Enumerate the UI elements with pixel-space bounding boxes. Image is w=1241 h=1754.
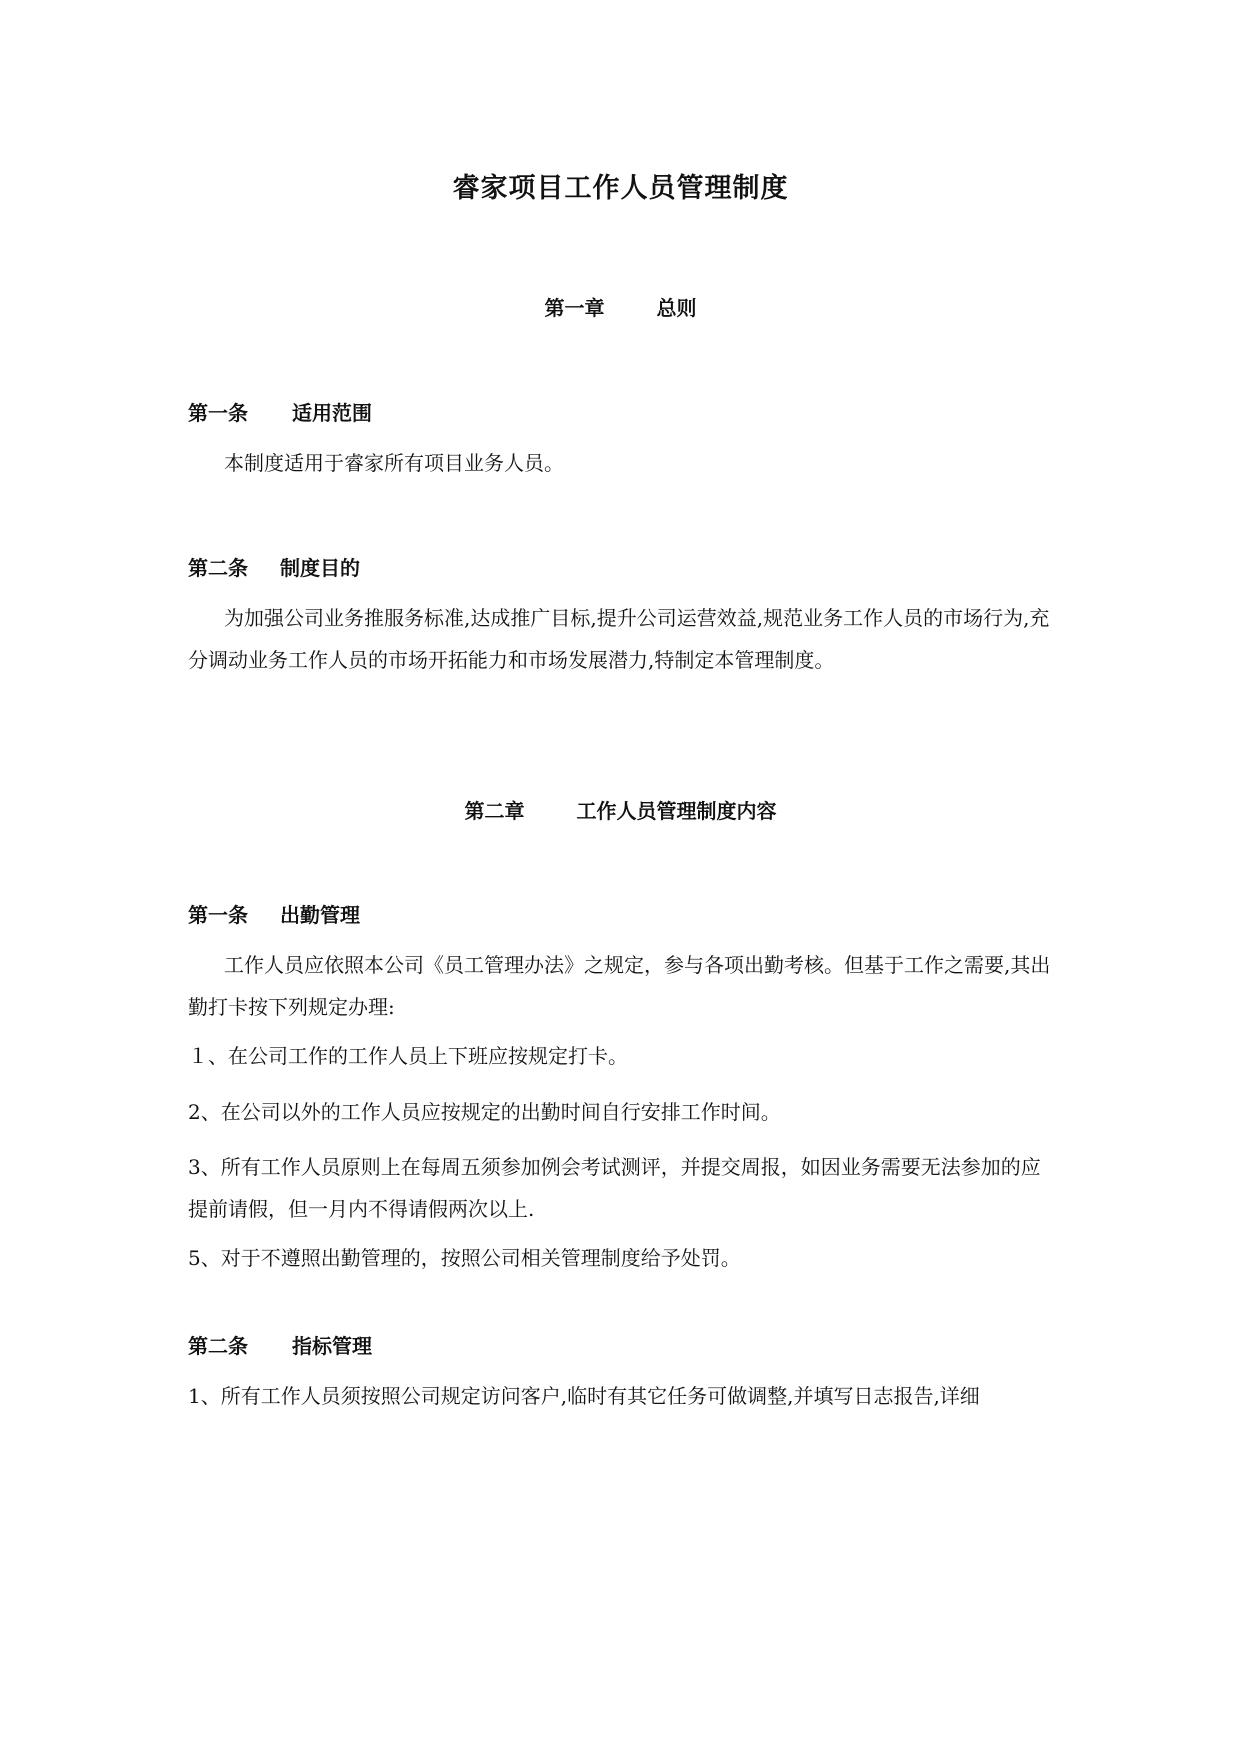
list-item: 3、所有工作人员原则上在每周五须参加例会考试测评，并提交周报，如因业务需要无法参加的应提前请假，但一月内不得请假两次以上.: [188, 1155, 1041, 1221]
article-title: 适用范围: [292, 401, 372, 425]
article-heading-targets: [188, 1330, 372, 1359]
chapter-heading-2: [0, 795, 1241, 824]
article-title: 出勤管理: [280, 903, 360, 927]
article-body-purpose: 为加强公司业务推服务标准,达成推广目标,提升公司运营效益,规范业务工作人员的市场行为,充分调动业务工作人员的市场开拓能力和市场发展潜力,特制定本管理制度。: [188, 606, 1050, 672]
article-heading-attendance: [188, 899, 360, 928]
list-item: 5、对于不遵照出勤管理的，按照公司相关管理制度给予处罚。: [188, 1246, 741, 1270]
document-title: 睿家项目工作人员管理制度: [452, 173, 789, 204]
list-item: 2、在公司以外的工作人员应按规定的出勤时间自行安排工作时间。: [188, 1100, 781, 1124]
article-title: 指标管理: [292, 1334, 372, 1358]
article-body-scope: 本制度适用于睿家所有项目业务人员。: [224, 451, 564, 475]
article-heading-scope: [188, 397, 372, 426]
chapter-number: 第一章: [544, 296, 605, 320]
chapter-heading-1: [0, 292, 1241, 321]
list-item: １、在公司工作的工作人员上下班应按规定打卡。: [188, 1044, 628, 1068]
article-number: 第二条: [188, 556, 248, 580]
chapter-title: 总则: [656, 296, 697, 320]
article-body-attendance: 工作人员应依照本公司《员工管理办法》之规定，参与各项出勤考核。但基于工作之需要,其出勤打卡按下列规定办理:: [188, 953, 1051, 1019]
list-item: 1、所有工作人员须按照公司规定访问客户,临时有其它任务可做调整,并填写日志报告,详细: [188, 1384, 980, 1408]
article-heading-purpose: [188, 552, 360, 581]
chapter-number: 第二章: [464, 799, 525, 823]
article-number: 第一条: [188, 401, 248, 425]
article-title: 制度目的: [280, 556, 360, 580]
article-number: 第二条: [188, 1334, 248, 1358]
chapter-title: 工作人员管理制度内容: [576, 799, 777, 823]
article-number: 第一条: [188, 903, 248, 927]
